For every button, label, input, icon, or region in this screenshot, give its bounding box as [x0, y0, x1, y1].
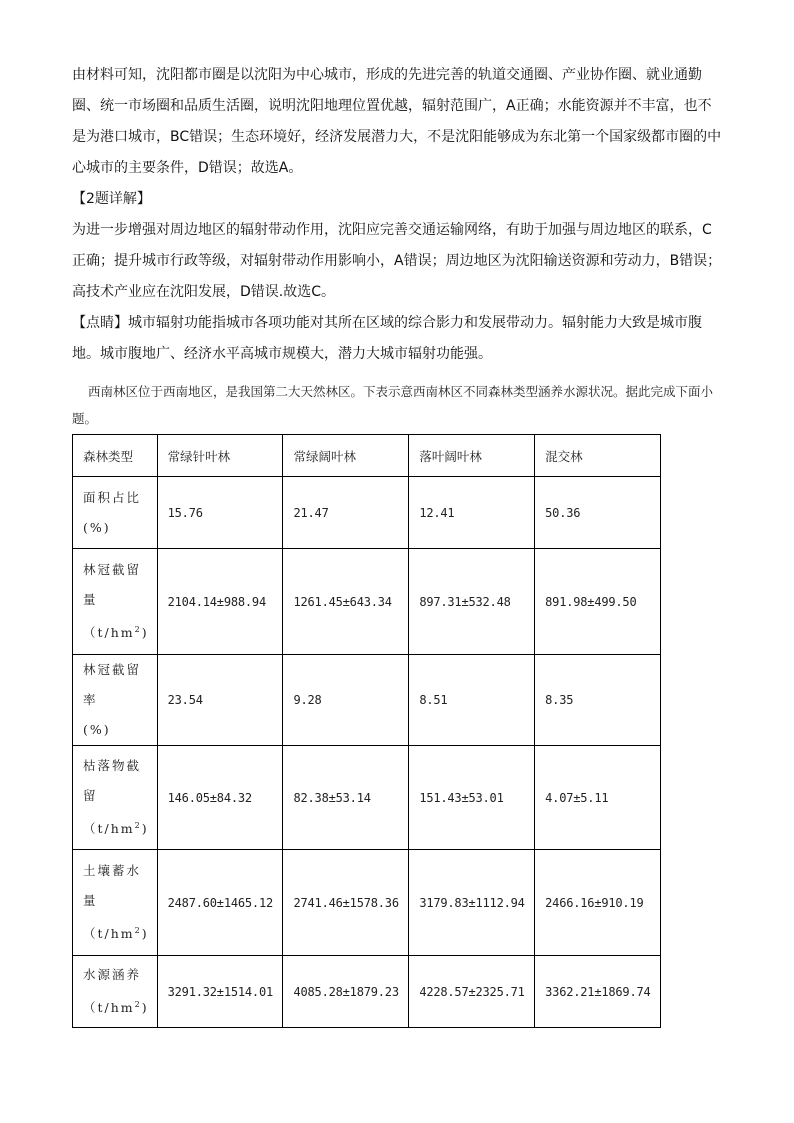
table-cell: 897.31±532.48: [409, 549, 535, 655]
question-2-heading: 【2题详解】: [72, 191, 151, 207]
table-cell: 2741.46±1578.36: [283, 850, 409, 956]
table-cell: 3179.83±1112.94: [409, 850, 535, 956]
header-evergreen-coniferous: 常绿针叶林: [157, 435, 283, 477]
table-row: [73, 549, 661, 655]
table-cell: 9.28: [283, 655, 409, 746]
table-cell: 4.07±5.11: [535, 746, 661, 850]
header-mixed-forest: 混交林: [535, 435, 661, 477]
table-cell: 15.76: [157, 477, 283, 549]
header-forest-type: 森林类型: [73, 435, 158, 477]
answer-paragraph-2: 为进一步增强对周边地区的辐射带动作用，沈阳应完善交通运输网络，有助于加强与周边地区的联系，C正确；提升城市行政等级，对辐射带动作用影响小，A错误；周边地区为沈阳输送资源和劳动力，B错误；高技术产业应在沈阳发展，D错误.故选C。: [72, 222, 722, 300]
table-row: [73, 655, 661, 746]
table-cell: 82.38±53.14: [283, 746, 409, 850]
table-cell: 2466.16±910.19: [535, 850, 661, 956]
row-label-canopy-interception: 林冠截留量 $(t/hm^2)$: [73, 549, 158, 655]
table-cell: 21.47: [283, 477, 409, 549]
table-header-row: [73, 435, 661, 477]
table-cell: 8.51: [409, 655, 535, 746]
row-label-litter-interception: 枯落物截留 $(t/hm^2)$: [73, 746, 158, 850]
table-cell: 891.98±499.50: [535, 549, 661, 655]
table-cell: 1261.45±643.34: [283, 549, 409, 655]
dianjing-tag: 【点睛】: [72, 315, 128, 331]
table-cell: 4085.28±1879.23: [283, 956, 409, 1028]
header-evergreen-broadleaf: 常绿阔叶林: [283, 435, 409, 477]
row-label-area-share: 面积占比 (%): [73, 477, 158, 549]
row-label-water-conservation: 水源涵养 $(t/hm^2)$: [73, 956, 158, 1028]
dianjing-paragraph: [72, 308, 722, 370]
answer-paragraph-1: 由材料可知，沈阳都市圈是以沈阳为中心城市，形成的先进完善的轨道交通圈、产业协作圈、就业通勤圈、统一市场圈和品质生活圈，说明沈阳地理位置优越，辐射范围广，A正确；水能资源并不丰富，也不是为港口城市，BC错误；生态环境好，经济发展潜力大，不是沈阳能够成为东北第一个国家级都市圈的中心城市的主要条件，D错误；故选A。: [72, 67, 722, 176]
table-row: [73, 746, 661, 850]
table-cell: 23.54: [157, 655, 283, 746]
table-cell: 146.05±84.32: [157, 746, 283, 850]
table-cell: 3362.21±1869.74: [535, 956, 661, 1028]
header-deciduous-broadleaf: 落叶阔叶林: [409, 435, 535, 477]
table-intro: 西南林区位于西南地区，是我国第二大天然林区。下表示意西南林区不同森林类型涵养水源状况。据此完成下面小题。: [72, 384, 714, 426]
row-label-soil-water-storage: 土壤蓄水量 $(t/hm^2)$: [73, 850, 158, 956]
table-row: [73, 956, 661, 1028]
table-cell: 50.36: [535, 477, 661, 549]
dianjing-text: 城市辐射功能指城市各项功能对其所在区域的综合影力和发展带动力。辐射能力大致是城市腹地。城市腹地广、经济水平高城市规模大，潜力大城市辐射功能强。: [72, 315, 702, 362]
forest-water-table: [72, 434, 661, 1028]
table-cell: 2487.60±1465.12: [157, 850, 283, 956]
table-cell: 2104.14±988.94: [157, 549, 283, 655]
table-cell: 4228.57±2325.71: [409, 956, 535, 1028]
table-row: [73, 850, 661, 956]
table-cell: 3291.32±1514.01: [157, 956, 283, 1028]
row-label-canopy-interception-rate: 林冠截留率 (%): [73, 655, 158, 746]
document-body: [72, 60, 722, 432]
table-cell: 8.35: [535, 655, 661, 746]
table-cell: 12.41: [409, 477, 535, 549]
table-row: [73, 477, 661, 549]
table-cell: 151.43±53.01: [409, 746, 535, 850]
